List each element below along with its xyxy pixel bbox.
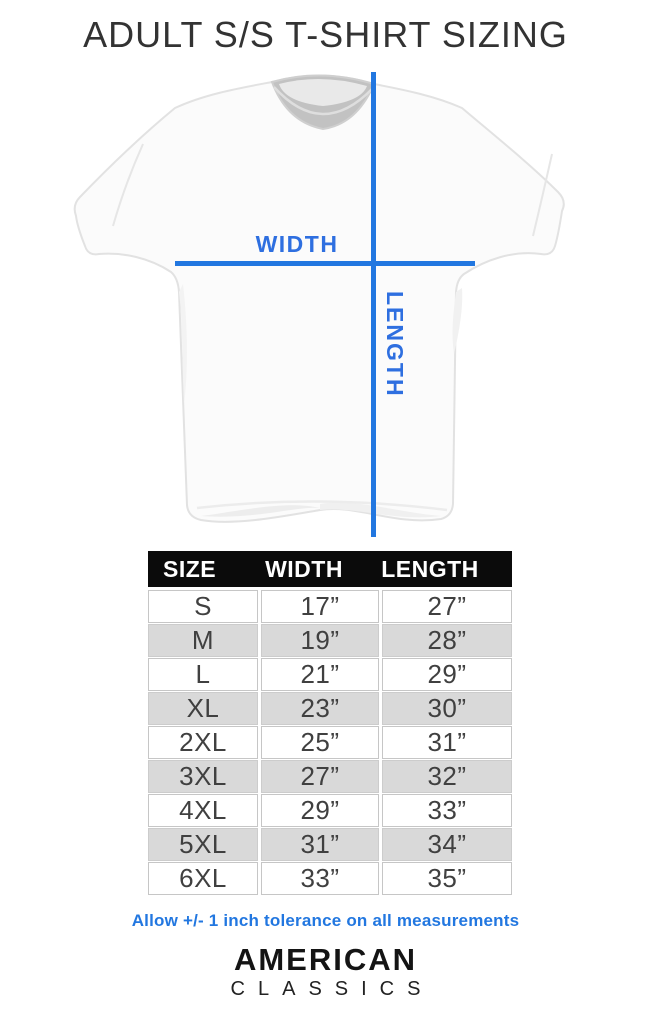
length-label: LENGTH — [382, 291, 408, 398]
size-cell: 3XL — [148, 760, 258, 793]
width-label: WIDTH — [255, 231, 339, 257]
page-title: ADULT S/S T-SHIRT SIZING — [83, 14, 568, 55]
length-cell: 29” — [382, 658, 512, 691]
length-cell: 34” — [382, 828, 512, 861]
length-cell: 35” — [382, 862, 512, 895]
length-cell: 27” — [382, 590, 512, 623]
size-cell: S — [148, 590, 258, 623]
length-measure-line — [371, 72, 376, 537]
column-header-length: LENGTH — [381, 555, 479, 582]
tshirt-image — [55, 64, 595, 546]
size-cell: XL — [148, 692, 258, 725]
table-body — [148, 587, 512, 893]
table-row — [148, 726, 512, 757]
size-cell: L — [148, 658, 258, 691]
size-table — [148, 551, 512, 893]
table-row — [148, 692, 512, 723]
brand-logo — [0, 944, 651, 999]
table-row — [148, 624, 512, 655]
width-measure-line — [175, 261, 475, 266]
length-cell: 31” — [382, 726, 512, 759]
table-row — [148, 862, 512, 893]
size-cell: 6XL — [148, 862, 258, 895]
table-row — [148, 794, 512, 825]
width-cell: 21” — [261, 658, 379, 691]
tolerance-note: Allow +/- 1 inch tolerance on all measurements — [131, 911, 520, 930]
width-cell: 25” — [261, 726, 379, 759]
column-header-width: WIDTH — [265, 555, 343, 582]
length-cell: 33” — [382, 794, 512, 827]
width-cell: 19” — [261, 624, 379, 657]
size-cell: 2XL — [148, 726, 258, 759]
width-cell: 17” — [261, 590, 379, 623]
table-row — [148, 760, 512, 791]
size-cell: 4XL — [148, 794, 258, 827]
width-cell: 27” — [261, 760, 379, 793]
width-cell: 29” — [261, 794, 379, 827]
table-header-row — [148, 551, 512, 587]
width-cell: 31” — [261, 828, 379, 861]
length-cell: 30” — [382, 692, 512, 725]
size-cell: M — [148, 624, 258, 657]
column-header-size: SIZE — [163, 555, 217, 582]
length-cell: 32” — [382, 760, 512, 793]
brand-name: AMERICAN — [233, 942, 418, 977]
width-cell: 33” — [261, 862, 379, 895]
size-cell: 5XL — [148, 828, 258, 861]
table-row — [148, 658, 512, 689]
width-cell: 23” — [261, 692, 379, 725]
brand-subname: CLASSICS — [230, 978, 434, 1000]
table-row — [148, 828, 512, 859]
table-row — [148, 590, 512, 621]
length-cell: 28” — [382, 624, 512, 657]
